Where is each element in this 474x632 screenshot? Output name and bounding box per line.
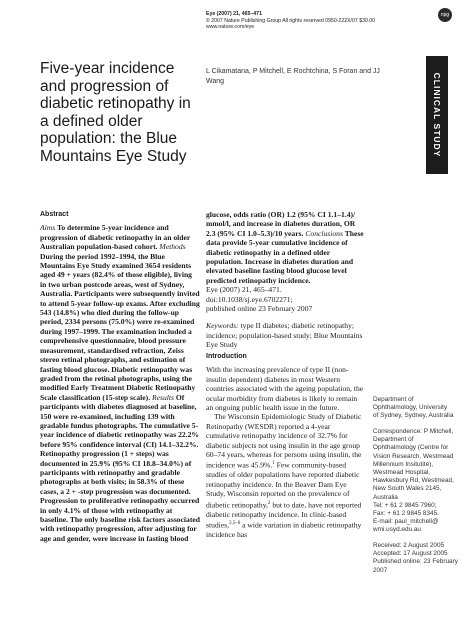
intro-p2-part-c: but to date, have not reported diabetic retinopathy incidence. In clinic-based studies,	[206, 500, 362, 530]
journal-header	[206, 11, 375, 31]
author-list: L Cikamatana, P Mitchell, E Rochtchina, S Foran and JJ Wang	[206, 68, 380, 85]
copyright-line: © 2007 Nature Publishing Group All rights reserved 0950-222X/07 $30.00	[206, 17, 376, 24]
reference-2[interactable]: 2	[267, 500, 271, 506]
journal-url[interactable]: www.nature.com/eye	[206, 24, 255, 31]
methods-text: During the period 1992–1994, the Blue Mountains Eye Study examined 3654 residents aged 49 + years (82.4% of those eligible), living in two urban postcode areas, west of Sydney, Australia. Participants were subsequently invited to attend 5-year follow-up exams. After excluding 543 (14.8%) who died during the follow-up period, 2334 persons (75.0%) were re-examined during 1997–1999. The examination included a comprehensive questionnaire, blood pressure measurement, standardised refraction, Zeiss stereo retinal photographs, and estimation of fasting blood glucose. Diabetic retinopathy was graded from the retinal photographs, using the modified Early Treatment Diabetic Retinopathy Scale classification (15-step scale).	[40, 251, 200, 402]
aims-text: To determine 5-year incidence and progression of diabetic retinopathy in an older Australian population-based cohort.	[40, 223, 191, 252]
intro-p2-part-b: Few community-based studies of older populations have reported diabetic retinopathy incidence. In the Beaver Dam Eye Study, Wisconsin reported on the prevalence of diabetic retinopathy,	[206, 461, 360, 510]
affiliation-text: Department of Ophthalmology, University of Sydney, Sydney, Australia	[373, 396, 454, 420]
abstract-body	[40, 223, 200, 543]
abstract-right-column	[206, 210, 366, 350]
section-label: CLINICAL STUDY	[432, 72, 442, 158]
journal-citation: Eye (2007) 21, 465–471	[206, 11, 262, 17]
publisher-logo: npg	[438, 8, 452, 22]
affiliation	[373, 396, 459, 421]
results-label: Results	[152, 392, 174, 402]
article-dates	[373, 542, 459, 575]
citation-line-1[interactable]: Eye (2007) 21, 465–471. doi:10.1038/sj.eye.6702271;	[206, 285, 293, 304]
correspondence	[373, 428, 459, 535]
dates-text: Received: 2 August 2005 Accepted: 17 August 2005 Published online: 23 February 2007	[373, 542, 458, 574]
aims-label: Aims	[40, 223, 56, 233]
introduction-heading: Introduction	[206, 353, 247, 360]
intro-paragraph-1: With the increasing prevalence of type II (non-insulin dependent) diabetes in most Western countries associated with the ageing population, the ocular morbidity from diabetes is likely to remain an ongoing public health issue in the future.	[206, 365, 364, 413]
keywords-label: Keywords:	[206, 321, 239, 331]
abstract-heading: Abstract	[40, 211, 69, 218]
reference-3[interactable]: 3,5–6	[229, 520, 241, 526]
intro-p2-part-d: a wide variation in diabetic retinopathy incidence has	[206, 520, 362, 539]
article-title: Five-year incidence and progression of diabetic retinopathy in a defined older population: the Blue Mountains Eye Study	[40, 60, 191, 165]
abstract-left-column	[40, 210, 200, 543]
methods-label: Methods	[159, 242, 186, 252]
conclusions-label: Conclusions	[305, 228, 343, 238]
reference-1[interactable]: 1	[272, 461, 275, 467]
keywords	[206, 321, 366, 349]
citation-line-2: published online 23 February 2007	[206, 304, 313, 314]
keywords-text: type II diabetes; diabetic retinopathy; incidence; population-based study; Blue Mountains Eye Study	[206, 321, 363, 350]
conclusions-text: These data provide 5-year cumulative incidence of diabetic retinopathy in a defined older population. Increase in diabetes duration and elevated baseline fasting blood glucose level predicted retinopathy incidence.	[206, 228, 364, 285]
introduction-section	[206, 352, 366, 539]
results-text: Of participants with diabetes diagnosed at baseline, 150 were re-examined, including 139 with gradable fundus photographs. The cumulative 5-year incidence of diabetic retinopathy was 22.2% before 95% confidence interval (CI) 14.1–32.2%. Retinopathy progression (1 + steps) was documented in 25.9% (95% CI 18.8–34.0%) of participants with retinopathy and gradable photographs at both visits; in 58.3% of these cases, a 2 + -step progression was documented. Progression to proliferative retinopathy occurred in only 4.1% of those with retinopathy at baseline. The only baseline risk factors associated with retinopathy progression, after adjusting for age and gender, were increase in fasting blood	[40, 392, 200, 543]
correspondence-text: Correspondence: P Mitchell, Department of Ophthalmology (Centre for Vision Research, Westmead Millennium Insitutite), Westmead Hospital, Hawkesbury Rd, Westmead, New South Wales 2145, Australia Tel: + 61 2 9845 7960; Fax: + 61 2 9845 8345. E-mail: paul_mitchell@ wmi.usyd.edu.au	[373, 428, 454, 534]
citation	[206, 285, 366, 313]
intro-p2-part-a: The Wisconsin Epidemiologic Study of Diabetic Retinopathy (WESDR) reported a 4-year cumulative retinopathy incidence of 32.7% for diabetic subjects not using insulin in the age group 60–74 years, whereas for persons using insulin, the incidence was 45.9%.	[206, 412, 362, 470]
intro-paragraph-2	[206, 412, 366, 539]
section-band	[426, 56, 448, 174]
results-continued: glucose, odds ratio (OR) 1.2 (95% CI 1.1–1.4)/ mmol/l, and increase in diabetes duration, OR 2.3 (95% CI 1.0–5.3)/10 years.	[206, 210, 356, 238]
abstract-continuation	[206, 210, 366, 285]
